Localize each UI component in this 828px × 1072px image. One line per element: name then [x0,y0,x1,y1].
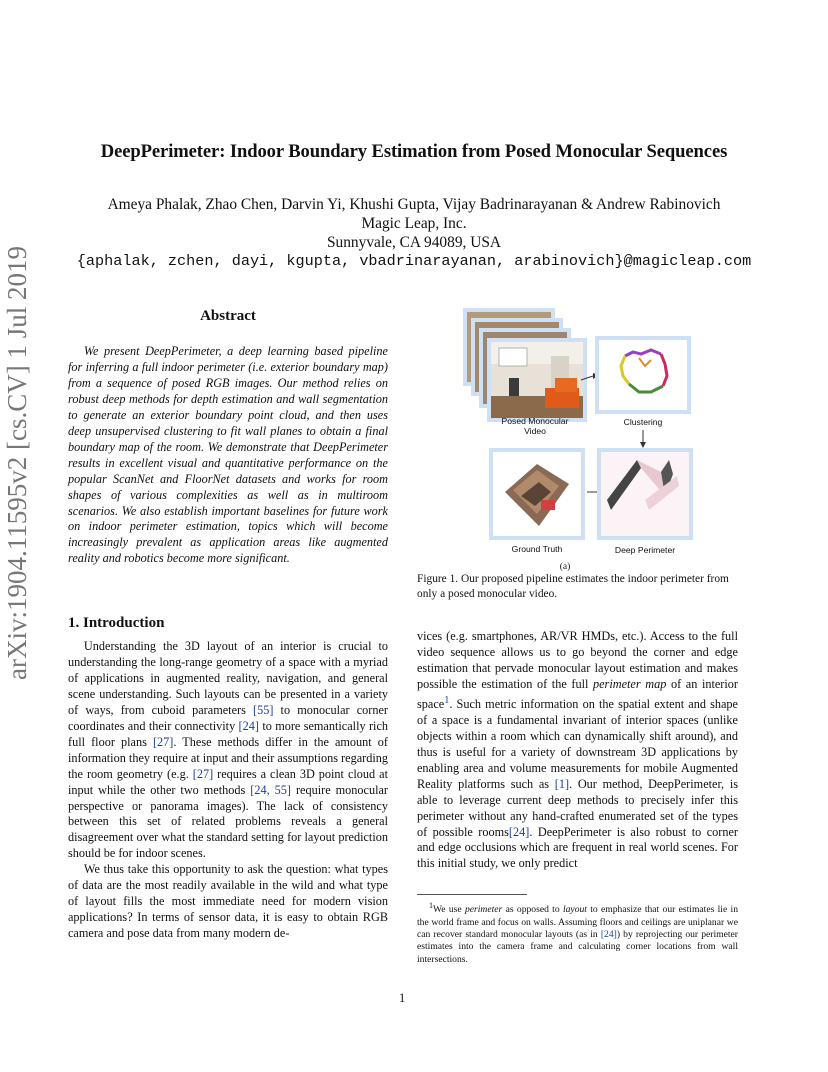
abstract-heading: Abstract [200,308,256,324]
citation-link[interactable]: [24, 55] [250,782,291,797]
figure-caption: Figure 1. Our proposed pipeline estimates the indoor perimeter from only a posed monocular video. [417,573,729,600]
footnote-rule [417,894,527,895]
abstract-text: We present DeepPerimeter, a deep learning based pipeline for inferring a full indoor perimeter (i.e. exterior boundary map) from a sequence of posed RGB images. Our method relies on robust deep methods for depth estimation and wall segmentation to generate an exterior boundary point cloud, and then uses deep unsupervised clustering to fit wall planes to obtain a final boundary map of the room. We demonstrate that DeepPerimeter results in excellent visual and quantitative performance on the popular ScanNet and FloorNet datasets and works for room shapes of various complexities as well as in multiroom scenarios. We also establish important baselines for future work on indoor perimeter estimation, topics which will become increasingly prevalent as application areas like augmented reality and robotics become more significant. [68,344,388,566]
citation-link[interactable]: [27] [152,734,174,749]
label-ground-truth: Ground Truth [511,544,563,554]
citation-link[interactable]: [55] [252,702,274,717]
location: Sunnyvale, CA 94089, USA [326,234,501,251]
affiliation: Magic Leap, Inc. [361,215,467,232]
label-posed-video: Posed Monocular Video [501,416,569,436]
subfigure-label: (a) [559,562,571,572]
figure-1 [455,300,705,570]
intro-right-column [417,629,738,872]
arxiv-stamp: arXiv:1904.11595v2 [cs.CV] 1 Jul 2019 [2,246,32,680]
ground-truth-panel [489,448,585,540]
citation-link[interactable]: [24] [238,718,259,733]
intro-left-column [68,639,388,942]
author-list: Ameya Phalak, Zhao Chen, Darvin Yi, Khushi Gupta, Vijay Badrinarayanan & Andrew Rabinovich [107,196,721,213]
footnote-marker[interactable]: 1 [444,694,450,706]
citation-link[interactable]: [27] [192,766,214,781]
intro-heading: 1. Introduction [68,615,165,631]
label-clustering: Clustering [623,417,663,427]
video-frame-stack [463,308,587,422]
paper-title: DeepPerimeter: Indoor Boundary Estimation from Posed Monocular Sequences [100,141,728,162]
intro-paragraph-1: Understanding the 3D layout of an interior is crucial to understanding the long-range geometry of a space with a myriad of applications in augmented reality, navigation, and general scene understanding. Such layouts can be presented in a variety of ways, from cuboid parameters [55] to monocular corner coordinates and their connectivity [24] to more semantically rich full floor plans [27]. These methods differ in the amount of information they require at input and their assumptions regarding the room geometry (e.g. [27] requires a clean 3D point cloud at input while the other two methods [24, 55] require monocular perspective or panorama images). The lack of consistency between this set of related problems reveals a general disagreement over what the standard setting for layout prediction should be for indoor scenes. [68,639,389,861]
page-number: 1 [399,991,406,1005]
deep-perimeter-panel [597,448,693,540]
intro-paragraph-continued: vices (e.g. smartphones, AR/VR HMDs, etc.). Access to the full video sequence allows us to go beyond the corner and edge estimation that pervade monocular layout estimation and makes possible the estimation of the full perimeter map of an interior space$^1$. Such metric information on the spatial extent and shape of a space is a fundamental invariant of interior spaces (unlike objects within a room which can dynamically shift around), and thus is useful for a variety of downstream 3D applications by enabling area and volume measurements for mobile Augmented Reality platforms such as [1]. Our method, DeepPerimeter, is able to leverage current deep methods to precisely infer this perimeter without any hand-crafted enumerated set of the types of possible rooms[24]. DeepPerimeter is also robust to corner and edge occlusions which are frequent in real world scenes. For this initial study, we only predict [417,629,738,871]
citation-link[interactable]: [1] [554,776,570,791]
citation-link[interactable]: [24] [600,929,617,940]
author-emails: {aphalak, zchen, dayi, kgupta, vbadrinarayanan, arabinovich}@magicleap.com [76,252,752,270]
abstract-body [68,344,388,567]
label-deep-perimeter: Deep Perimeter [614,545,676,555]
citation-link[interactable]: [24] [508,824,530,839]
clustering-panel [595,336,691,414]
footnote: $^1$We use perimeter as opposed to layout to emphasize that our estimates lie in the world frame and focus on walls. Assuming floors and ceilings are uniplanar we can recover standard monocular layouts (as in [24]) by reprojecting our perimeter estimates into the camera frame and calculating corner locations from wall intersections. [417,901,739,965]
intro-paragraph-2: We thus take this opportunity to ask the question: what types of data are the most readily available in the wild and what type of layout fills the most immediate need for modern vision applications? In terms of sensor data, it is easy to obtain RGB camera and pose data from many modern de- [68,862,388,941]
